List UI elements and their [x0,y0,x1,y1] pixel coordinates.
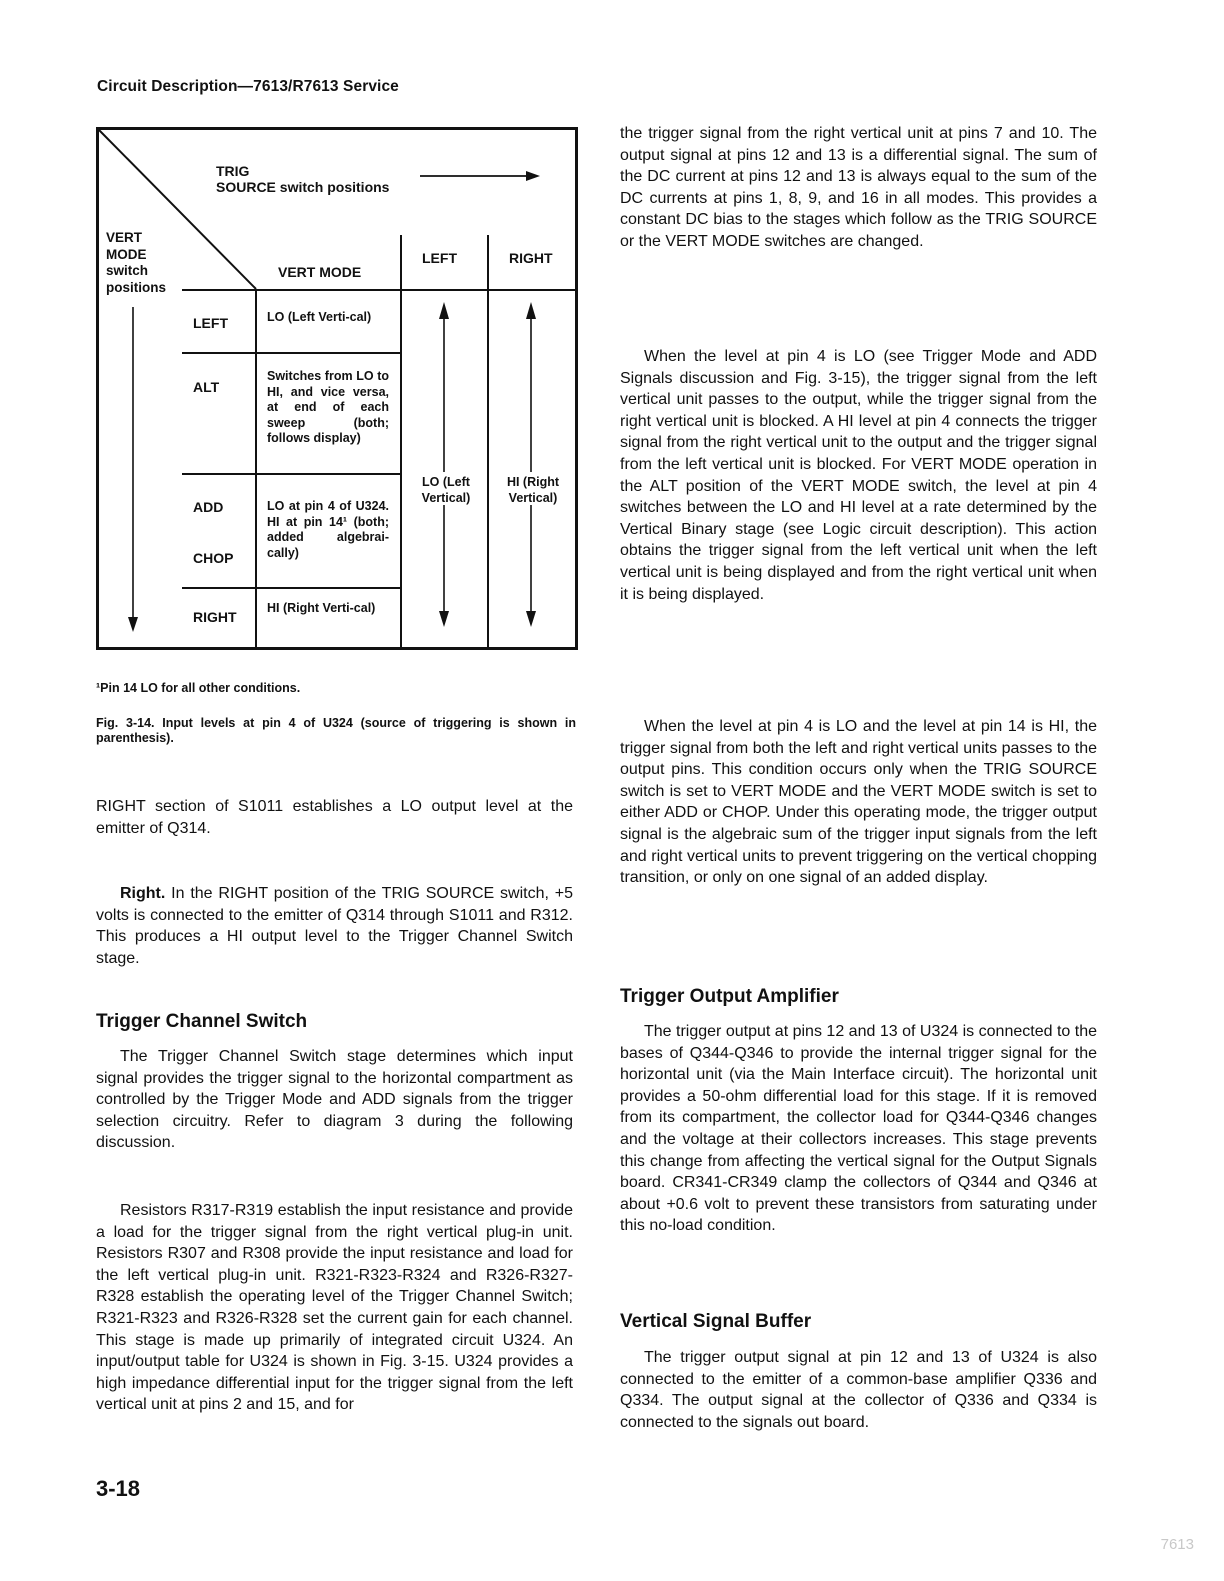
running-head: Circuit Description—7613/R7613 Service [97,78,399,95]
right-column-p2: When the level at pin 4 is LO (see Trigger Mode and ADD Signals discussion and Fig. 3-15), the trigger signal from the left vertical unit passes to the output, while the trigger signal from the right vertical unit is blocked. A HI level at pin 4 connects the trigger signal from the right vertical unit to the output and the trigger signal from the left vertical unit is blocked. For VERT MODE operation in the ALT position of the VERT MODE switch, the level at pin 4 switches between the LO and HI level at a rate determined by the Vertical Binary stage (see Logic circuit description). This action obtains the trigger signal from the left vertical unit when the left vertical unit is being displayed and from the right vertical unit when it is being displayed. [620,348,1097,603]
right-run-in-heading: Right. [120,885,166,902]
desc-left: LO (Left Verti-cal) [267,310,372,324]
figure-caption: Fig. 3-14. Input levels at pin 4 of U324 (source of triggering is shown in parenthesis). [96,716,576,745]
left-column-p4: Resistors R317-R319 establish the input resistance and provide a load for the trigger signal from the right vertical plug-in unit. Resistors R307 and R308 provide the input resistance and load for the left vertical plug-in unit. R321-R323-R324 and R326-R327-R328 establish the operating level of the Trigger Channel Switch; R321-R323 and R326-R328 set the current gain for each channel. This stage is made up primarily of integrated circuit U324. An input/output table for U324 is shown in Fig. 3-15. U324 provides a high impedance differential input for the trigger signal from the left vertical unit at pins 2 and 15, and for [96,1202,573,1414]
vert-mode-switch-positions-label: VERT MODE switch positions [106,230,166,295]
figure-footnote: ¹Pin 14 LO for all other conditions. [96,681,301,695]
right-column-p5: The trigger output signal at pin 12 and 13 of U324 is also connected to the emitter of a common-base amplifier Q336 and Q334. The output signal at the collector of Q336 and Q334 is connected to the signals out board. [620,1349,1097,1431]
left-column-p3: The Trigger Channel Switch stage determines which input signal provides the trigger signal to the horizontal compartment as controlled by the Trigger Mode and ADD signals from the trigger selection circuitry. Refer to diagram 3 during the following discussion. [96,1048,573,1152]
desc-add-chop: LO at pin 4 of U324. HI at pin 14¹ (both; added algebrai-cally) [267,499,389,560]
heading-trigger-channel-switch: Trigger Channel Switch [96,1011,308,1032]
source-switch-positions-label: SOURCE switch positions [216,179,390,195]
mode-chop: CHOP [193,550,234,566]
trig-label: TRIG [216,163,250,179]
right-column-p3: When the level at pin 4 is LO and the level at pin 14 is HI, the trigger signal from both the left and right vertical units passes to the output pins. This condition occurs only when the TRIG SOURCE switch is set to VERT MODE and the VERT MODE switch is set to either ADD or CHOP. Under this operating mode, the trigger output signal is the algebraic sum of the trigger input signals from the left and right vertical units to prevent triggering on the vertical chopping transition, or only on one signal of an added display. [620,718,1097,887]
right-column-header: RIGHT [509,250,553,266]
mode-left: LEFT [193,315,228,331]
left-column-header: LEFT [422,250,457,266]
left-column-p2: Right. In the RIGHT position of the TRIG SOURCE switch, +5 volts is connected to the emitter of Q314 through S1011 and R312. This produces a HI output level to the Trigger Channel Switch stage. [96,885,573,967]
heading-vertical-signal-buffer: Vertical Signal Buffer [620,1311,812,1332]
figure-3-14-table [96,127,578,650]
vert-mode-header: VERT MODE [278,264,362,280]
left-column-p1: RIGHT section of S1011 establishes a LO output level at the emitter of Q314. [96,798,573,837]
mode-alt: ALT [193,379,220,395]
mode-add: ADD [193,499,224,515]
right-column-p4: The trigger output at pins 12 and 13 of U324 is connected to the bases of Q344-Q346 to provide the internal trigger signal for the horizontal unit (via the Main Interface circuit). The horizontal unit provides a 50-ohm differential load for this stage. If it is removed from its compartment, the collector load for Q344-Q346 changes and the voltage at their collectors increases. This stage prevents this change from affecting the vertical signal for the Output Signals board. CR341-CR349 clamp the collectors of Q344 and Q346 at about +0.6 volt to prevent these transistors from saturating under this no-load condition. [620,1023,1097,1235]
right-column-p1: the trigger signal from the right vertical unit at pins 7 and 10. The output signal at pins 12 and 13 is a differential signal. The sum of the DC current at pins 12 and 13 is always equal to the sum of the DC currents at pins 1, 8, 9, and 16 in all modes. This provides a constant DC bias to the stages which follow as the TRIG SOURCE or the VERT MODE switches are changed. [620,125,1097,250]
heading-trigger-output-amplifier: Trigger Output Amplifier [620,986,839,1007]
desc-right: HI (Right Verti-cal) [267,601,376,615]
watermark: 7613 [1160,1536,1194,1553]
page-number: 3-18 [96,1476,141,1501]
right-result: HI (Right Vertical) [506,475,560,505]
desc-alt: Switches from LO to HI, and vice versa, at end of each sweep (both; follows display) [267,369,389,445]
mode-right: RIGHT [193,609,237,625]
left-result: LO (Left Vertical) [421,475,471,505]
